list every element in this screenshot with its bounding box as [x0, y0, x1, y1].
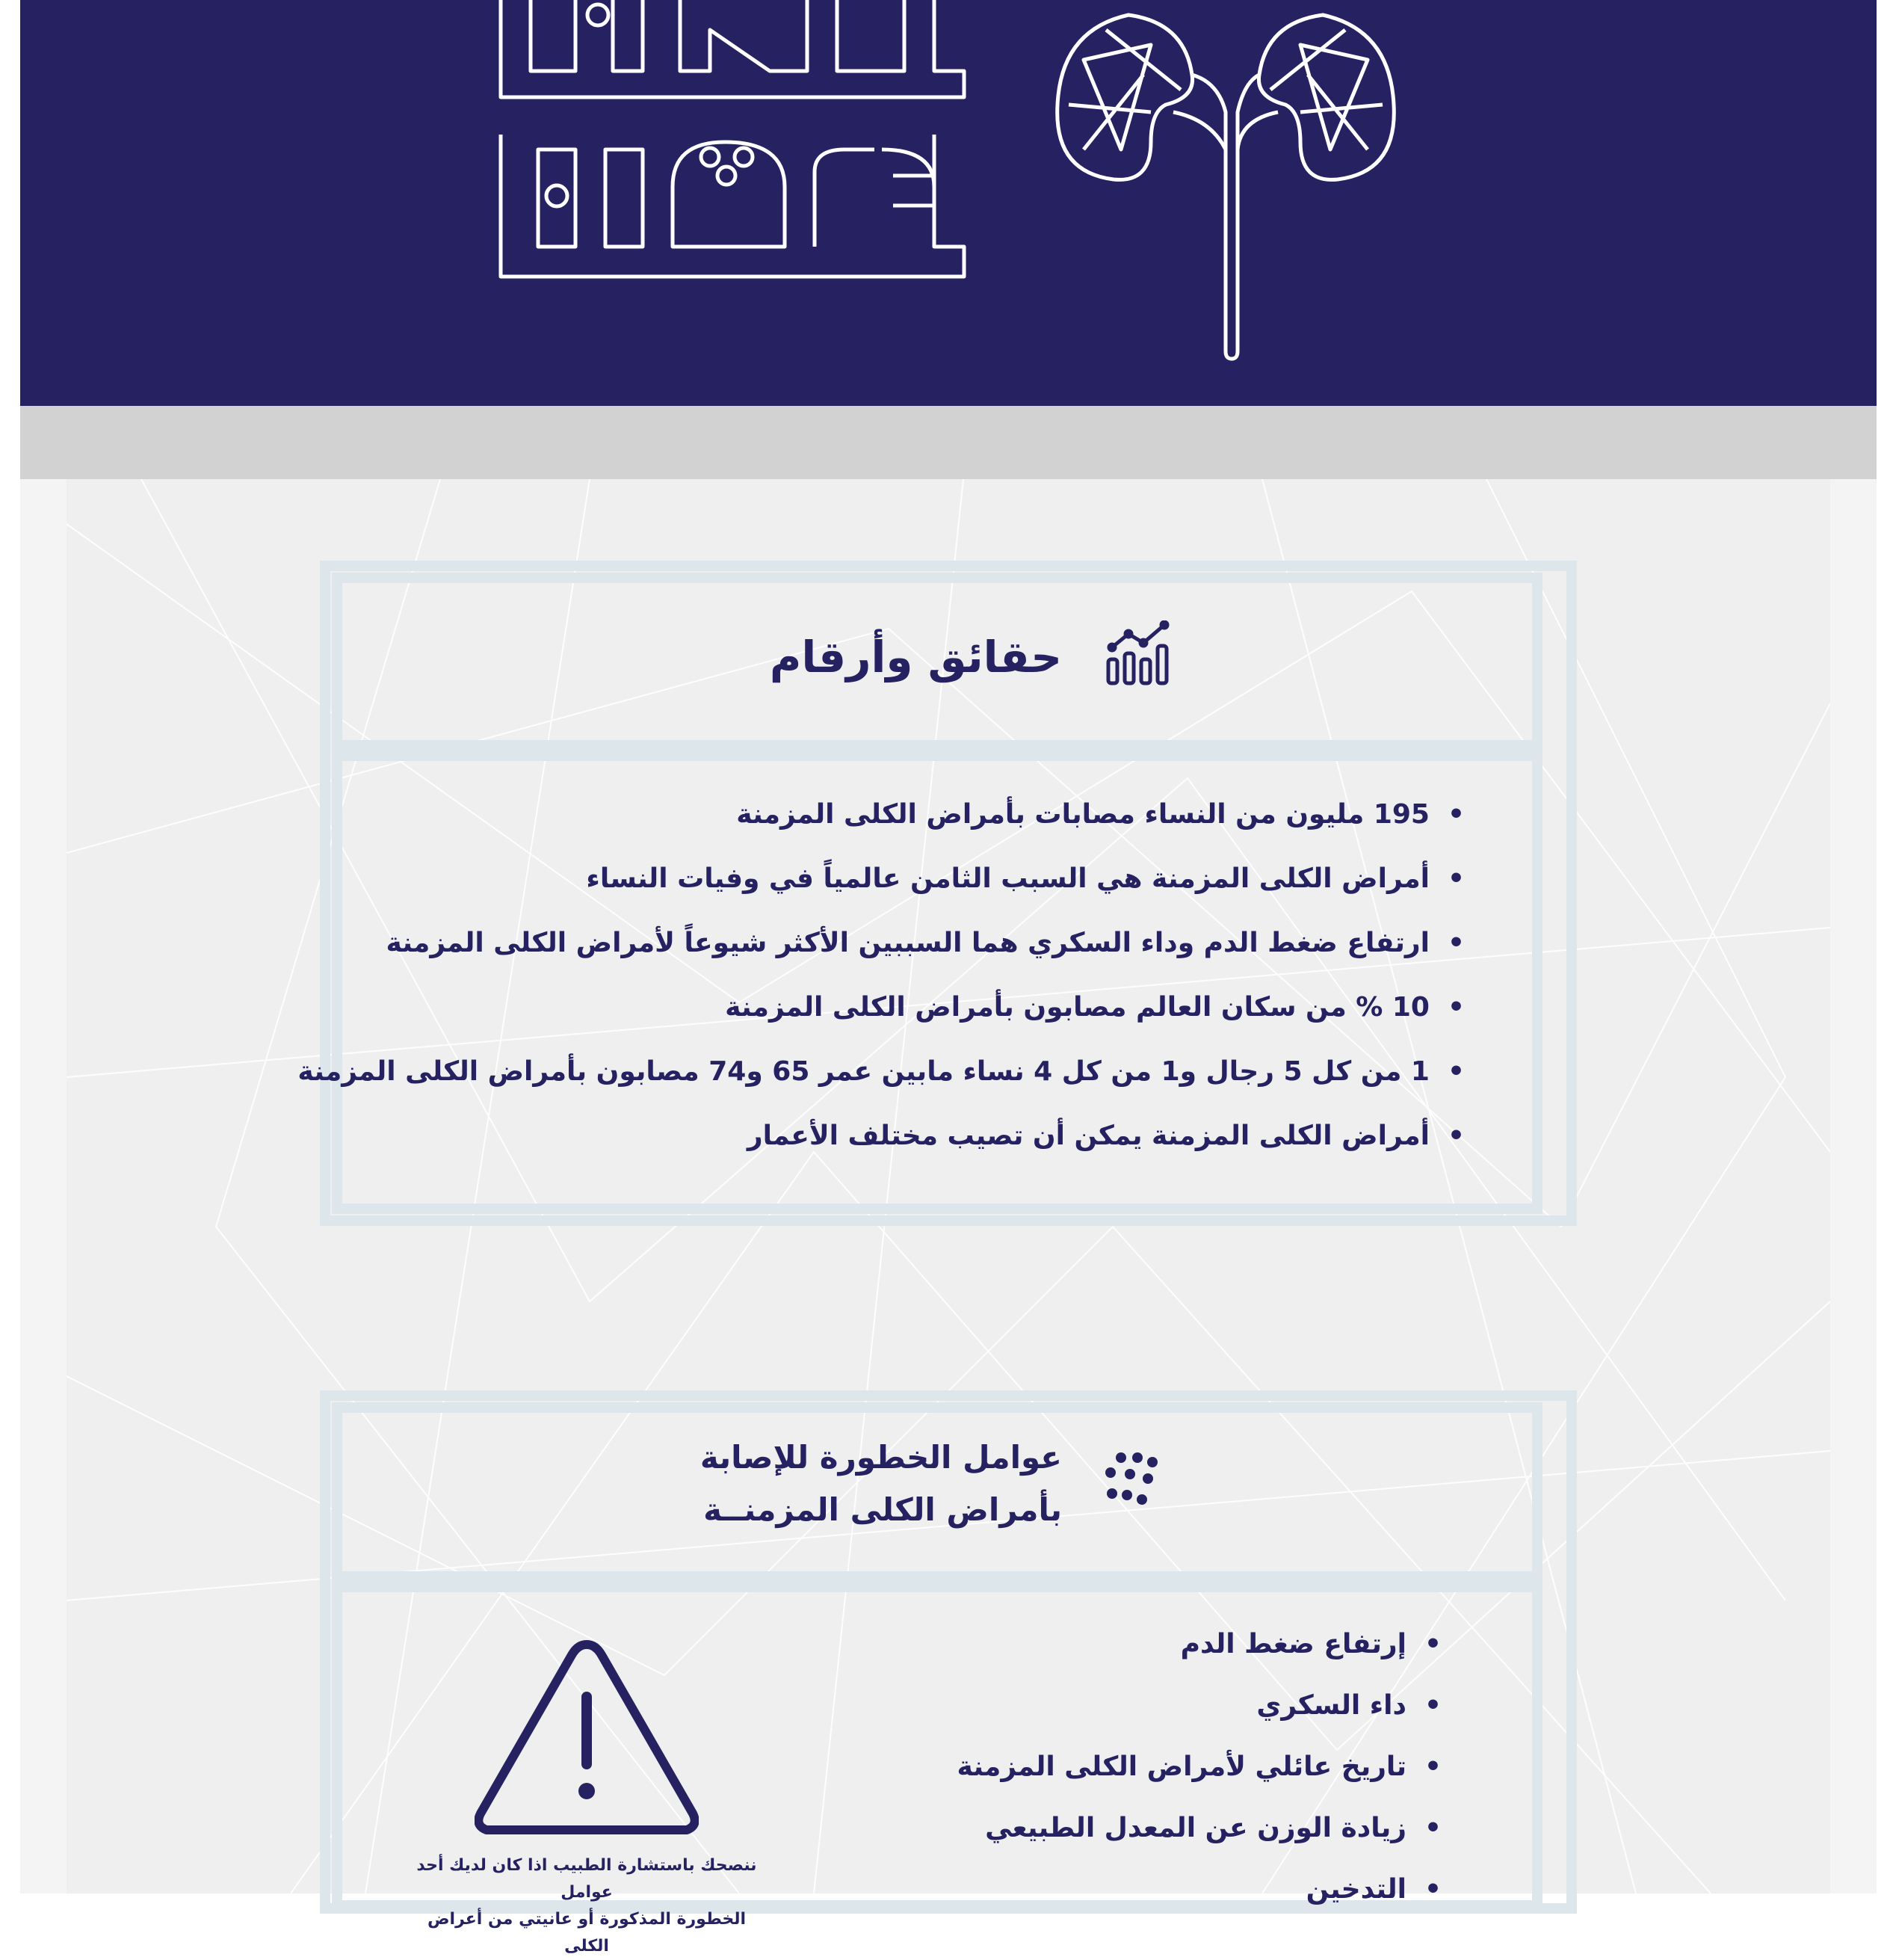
dots-cluster-icon [1105, 1450, 1164, 1510]
list-item: • إرتفاع ضغط الدم [769, 1622, 1442, 1683]
list-item: • 195 مليون من النساء مصابات بأمراض الكلى المزمنة [419, 792, 1465, 857]
facts-list [297, 792, 1465, 1178]
facts-title: حقائق وأرقام [769, 632, 1062, 682]
advice-line1: ننصحك باستشارة الطبيب اذا كان لديك أحد عوامل [416, 1856, 757, 1902]
advice-line2: الخطورة المذكورة أو عانيتي من أعراض الكلى [427, 1910, 747, 1956]
title-lettering [486, 0, 979, 299]
risk-title [673, 1432, 1062, 1536]
bar-chart-trend-icon [1105, 620, 1172, 688]
risk-list [769, 1622, 1442, 1929]
list-item: • 10 % من سكان العالم مصابون بأمراض الكلى المزمنة [419, 985, 1465, 1050]
list-item: • 1 من كل 5 رجال و1 من كل 4 نساء مابين عمر 65 و74 مصابون بأمراض الكلى المزمنة [419, 1050, 1465, 1114]
advice-text [415, 1852, 759, 1960]
list-item: • التدخين [769, 1867, 1442, 1929]
list-item: • أمراض الكلى المزمنة يمكن أن تصيب مختلف الأعمار [419, 1114, 1465, 1178]
list-item: • ارتفاع ضغط الدم وداء السكري هما السببين الأكثر شيوعاً لأمراض الكلى المزمنة [419, 921, 1465, 985]
risk-title-line2: بأمراض الكلى المزمنــة [703, 1491, 1062, 1528]
list-item: • أمراض الكلى المزمنة هي السبب الثامن عالمياً في وفيات النساء [419, 857, 1465, 921]
header-title-logo [486, 0, 979, 299]
list-item: • زيادة الوزن عن المعدل الطبيعي [769, 1806, 1442, 1867]
warning-triangle-icon [475, 1637, 699, 1839]
gray-band [20, 406, 1877, 479]
risk-title-line1: عوامل الخطورة للإصابة [700, 1439, 1062, 1476]
kidney-logo [1039, 0, 1412, 366]
list-item: • داء السكري [769, 1683, 1442, 1745]
list-item: • تاريخ عائلي لأمراض الكلى المزمنة [769, 1745, 1442, 1806]
